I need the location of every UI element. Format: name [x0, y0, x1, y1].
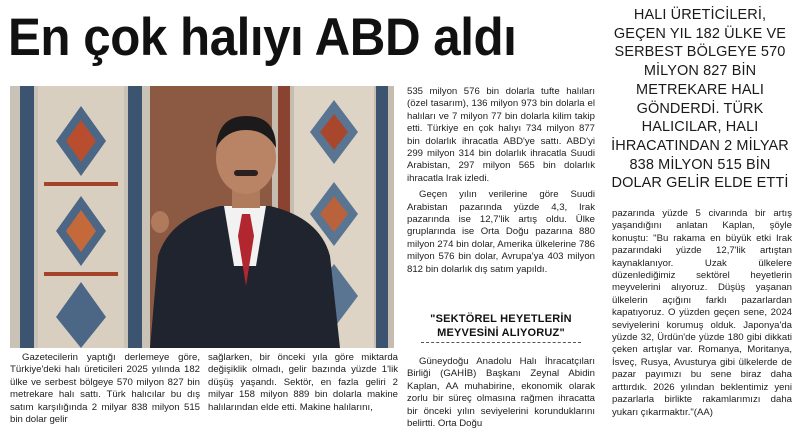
paragraph: Gazetecilerin yaptığı derlemeye göre, Türkiye'deki halı üreticileri 2025 yılında 182 ülke ve serbest bölgeye 570 milyon 827 bin metrekare halı sattı. Türk halıcılar bu dış satım karşılığında 2 milyar 838 milyon 515 bin dolar gelir: [10, 352, 200, 426]
subheading-text: "SEKTÖREL HEYETLERİN MEYVESİNİ ALIYORUZ": [430, 313, 572, 339]
subheading: [407, 312, 595, 343]
paragraph: Geçen yılın verilerine göre Suudi Arabistan pazarında yüzde 4,3, Irak pazarında ise 12,7'lik artış oldu. Ülke gruplarında ise Orta Doğu pazarına 880 milyon 274 bin dolar, Amerika ülkelerine 786 milyon 576 bin dolar, Avrupa'ya 403 milyon 812 bin dolarlık dış satım yapıldı.: [407, 189, 595, 275]
paragraph: pazarında yüzde 5 civarında bir artış yaşandığını anlatan Kaplan, şöyle konuştu: "Bu rakama en büyük etki Irak pazarındaki yüzde 12,7'lik artıştan kaynaklanıyor. Uzak ülkelere düzenlediğimiz sektörel heyetlerin meyvelerini alıyoruz. Düşüş yaşanan ülkelerin açığını farklı pazarlardan kapatıyoruz. O yüzden geçen sene, 2024 seviyelerini korumuş olduk. Japonya'da yüzde 32, Ürdün'de yüzde 180 gibi dikkati çeken artışlar var. Romanya, Moritanya, İsveç, Rusya, Avusturya gibi ülkelerde de pazar payımızı bu sene biraz daha arttırdık. 2026 yılından beklentimiz yeni pazarlarla birlikte rakamlarımızı daha yukarı çıkarmaktır."(AA): [612, 208, 792, 418]
deck-summary: HALI ÜRETİCİLERİ, GEÇEN YIL 182 ÜLKE VE SERBEST BÖLGEYE 570 MİLYON 827 BİN METREKARE HALI GÖNDERDİ. TÜRK HALICILAR, HALI İHRACATINDAN 2 MİLYAR 838 MİLYON 515 BİN DOLAR GELİR ELDE ETTİ: [611, 7, 789, 192]
paragraph: Güneydoğu Anadolu Halı İhracatçıları Birliği (GAHİB) Başkanı Zeynal Abidin Kaplan, AA muhabirine, ekonomik olarak zorlu bir süreç olmasına rağmen ihracatta bir önceki yılın seviyelerini korunduklarını belirtti. Orta Doğu: [407, 356, 595, 430]
body-column-3-bottom: [407, 356, 595, 430]
body-column-3-top: [407, 86, 595, 276]
body-column-1: [10, 352, 200, 426]
paragraph: sağlarken, bir önceki yıla göre miktarda değişiklik olmadı, gelir bazında yüzde 1'lik düşüş yaşandı. Sektör, en fazla geliri 2 milyar 158 milyon 889 bin dolarla makine halılarından elde etti. Makine halılarını,: [208, 352, 398, 413]
headline: En çok halıyı ABD aldı: [8, 8, 517, 67]
body-column-2: [208, 352, 398, 414]
body-column-4: [612, 208, 792, 419]
photo-illustration: [10, 86, 394, 348]
subheading-rule: [421, 342, 581, 343]
article-photo: [10, 86, 394, 348]
paragraph: 535 milyon 576 bin dolarla tufte halıları (özel tasarım), 136 milyon 973 bin dolarla el halıları ve 7 milyon 77 bin dolarla kilim takip etti. Türkiye en çok halıyı 734 milyon 877 bin dolarlık ihracatla ABD'ye sattı. ABD'yi 299 milyon 314 bin dolarlık ihracatla Suudi Arabistan, 297 milyon 565 bin dolarlık ihracatla Irak izledi.: [407, 86, 595, 184]
